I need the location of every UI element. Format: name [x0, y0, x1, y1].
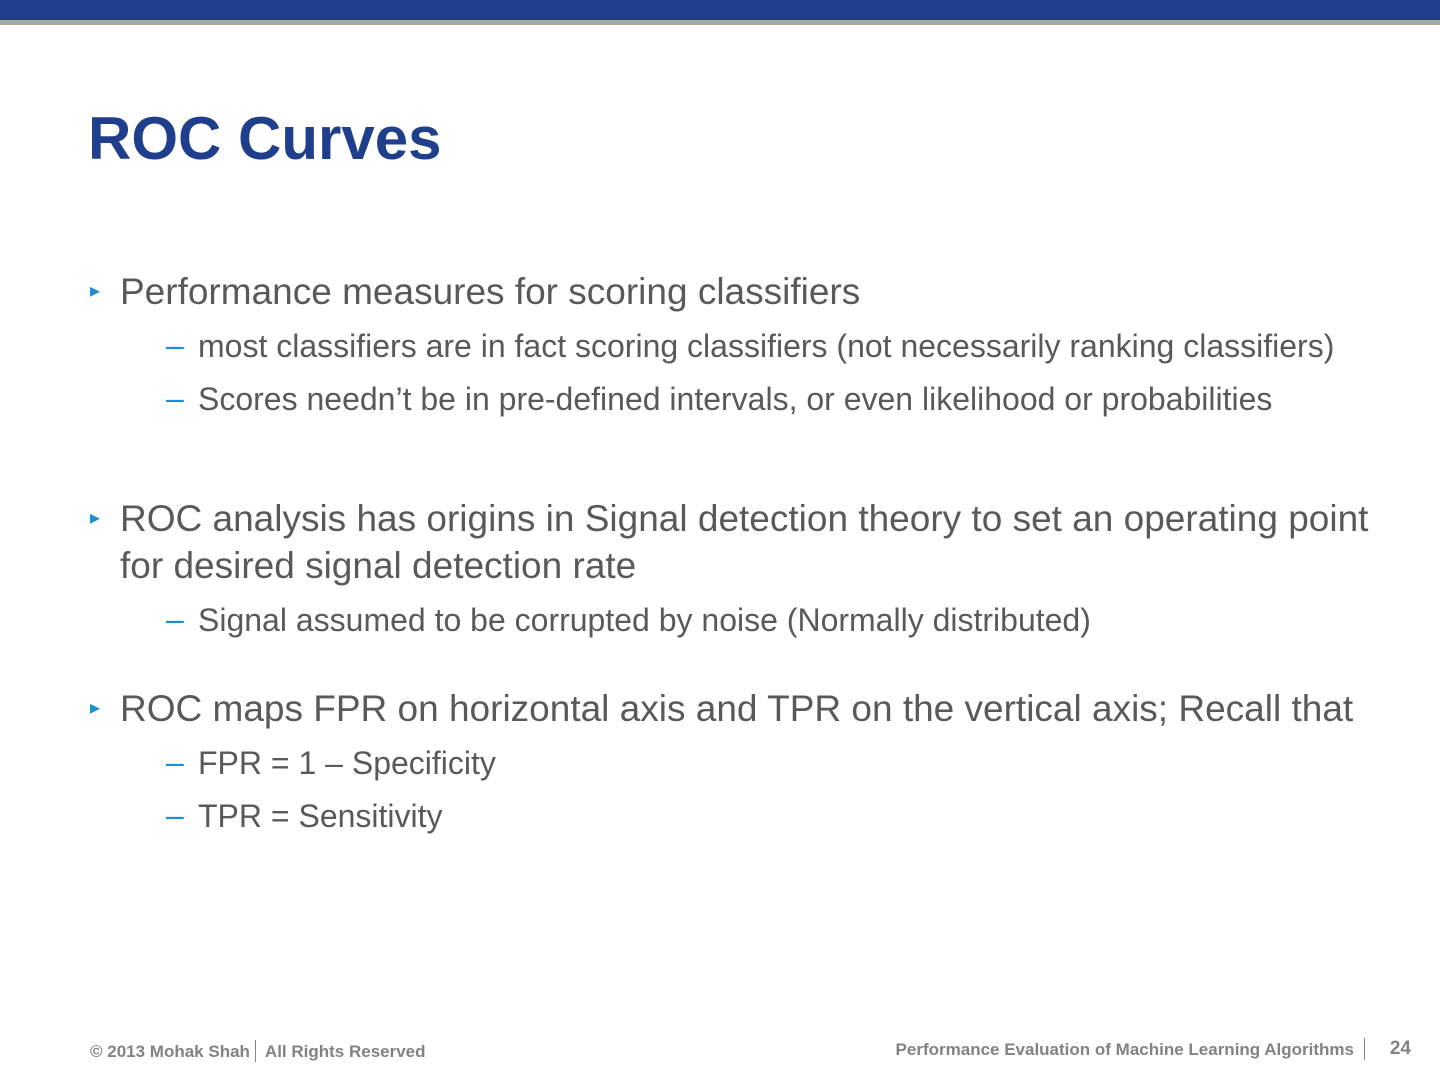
sub-bullet-text: Signal assumed to be corrupted by noise (Normally distributed)	[198, 602, 1091, 638]
bullet-arrow-icon: ▸	[90, 697, 101, 719]
rights-text: All Rights Reserved	[264, 1042, 426, 1061]
bullet-arrow-icon: ▸	[90, 280, 101, 302]
sub-bullet-item	[168, 325, 1380, 368]
bullet-text: Performance measures for scoring classifiers	[120, 271, 861, 312]
bullet-list	[90, 268, 1380, 838]
copyright-text: © 2013 Mohak Shah	[90, 1042, 250, 1061]
dash-icon: –	[166, 797, 184, 833]
sub-bullet-item	[168, 599, 1380, 642]
sub-bullet-item	[168, 795, 1380, 838]
sub-bullet-list	[120, 742, 1380, 838]
slide-title: ROC Curves	[88, 105, 442, 172]
sub-bullet-text: most classifiers are in fact scoring classifiers (not necessarily ranking classifiers)	[198, 328, 1335, 364]
bullet-item	[90, 495, 1380, 642]
page-number: 24	[1389, 1038, 1411, 1059]
dash-icon: –	[166, 601, 184, 637]
bullet-item	[90, 685, 1380, 838]
footer-course-title: Performance Evaluation of Machine Learning Algorithms	[895, 1040, 1354, 1059]
bullet-item	[90, 268, 1380, 421]
footer-divider	[1364, 1038, 1365, 1060]
footer-divider	[255, 1040, 256, 1062]
bullet-text: ROC maps FPR on horizontal axis and TPR on the vertical axis; Recall that	[120, 688, 1354, 729]
header-divider	[0, 20, 1440, 25]
sub-bullet-item	[168, 742, 1380, 785]
bullet-arrow-icon: ▸	[90, 507, 101, 529]
sub-bullet-text: TPR = Sensitivity	[198, 798, 443, 834]
sub-bullet-item	[168, 378, 1380, 421]
sub-bullet-list	[120, 599, 1380, 642]
dash-icon: –	[166, 744, 184, 780]
footer-copyright	[90, 1040, 426, 1062]
sub-bullet-text: FPR = 1 – Specificity	[198, 745, 496, 781]
dash-icon: –	[166, 327, 184, 363]
sub-bullet-list	[120, 325, 1380, 421]
sub-bullet-text: Scores needn’t be in pre-defined intervals, or even likelihood or probabilities	[198, 381, 1273, 417]
dash-icon: –	[166, 380, 184, 416]
header-bar	[0, 0, 1440, 20]
bullet-text: ROC analysis has origins in Signal detection theory to set an operating point for desired signal detection rate	[120, 498, 1369, 586]
